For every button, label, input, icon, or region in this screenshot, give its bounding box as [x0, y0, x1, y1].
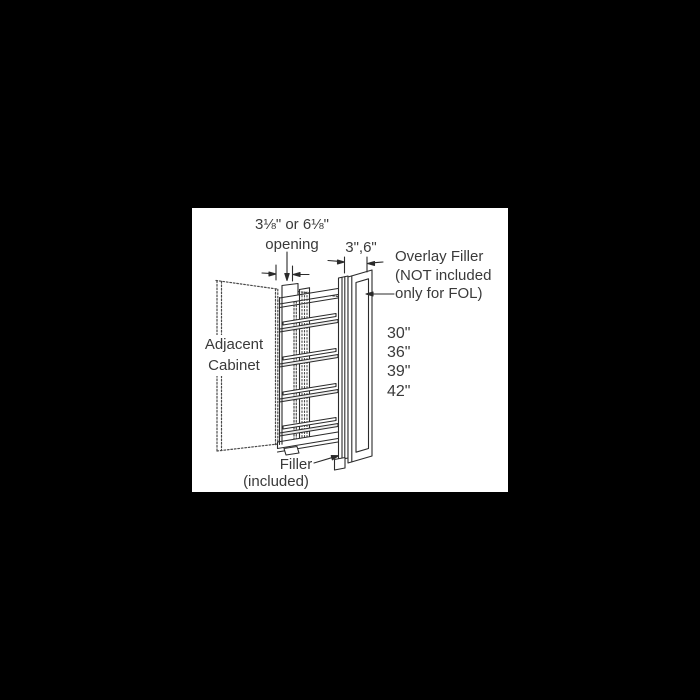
arrow-right-icon	[338, 260, 345, 264]
opening-dimension-value: 3⅛" or 6⅛"	[254, 216, 330, 233]
adjacent-cabinet-line2: Cabinet	[208, 356, 260, 374]
adjacent-cabinet-label	[203, 335, 265, 376]
filler-included-line1: Filler	[279, 456, 313, 473]
overlay-filler-label	[395, 248, 491, 304]
filler-width-label: 3",6"	[345, 239, 377, 256]
overlay-filler-leader	[366, 292, 394, 296]
arrow-right-icon	[269, 272, 276, 276]
shelf-1	[280, 314, 339, 333]
height-options-list	[387, 324, 410, 401]
filler-strip-foot	[335, 458, 346, 471]
pullout-shelf-unit	[278, 284, 342, 456]
filler-included-line2: (included)	[243, 473, 309, 490]
opening-dimension	[262, 252, 309, 281]
adjacent-cabinet-line1: Adjacent	[204, 336, 264, 353]
height-option: 36"	[387, 344, 411, 362]
overlay-filler-panel	[348, 270, 372, 463]
filler-width-dimension	[328, 257, 383, 273]
shelf-2	[280, 349, 339, 368]
opening-dimension-label	[255, 215, 329, 255]
arrow-left-icon	[293, 273, 300, 277]
overlay-filler-line3: only for FOL)	[395, 285, 483, 302]
height-option: 30"	[387, 325, 411, 342]
opening-word: opening	[265, 236, 319, 253]
height-option: 42"	[387, 382, 411, 400]
diagram-canvas	[192, 208, 508, 492]
overlay-filler-line1: Overlay Filler	[395, 248, 484, 265]
arrow-left-icon	[368, 262, 375, 266]
arrow-down-icon	[285, 274, 289, 281]
back-board	[300, 288, 310, 442]
shelf-3	[280, 384, 339, 403]
overlay-filler-line2: (NOT included	[395, 266, 492, 284]
filler-strip	[335, 276, 349, 470]
height-option: 39"	[387, 363, 411, 381]
